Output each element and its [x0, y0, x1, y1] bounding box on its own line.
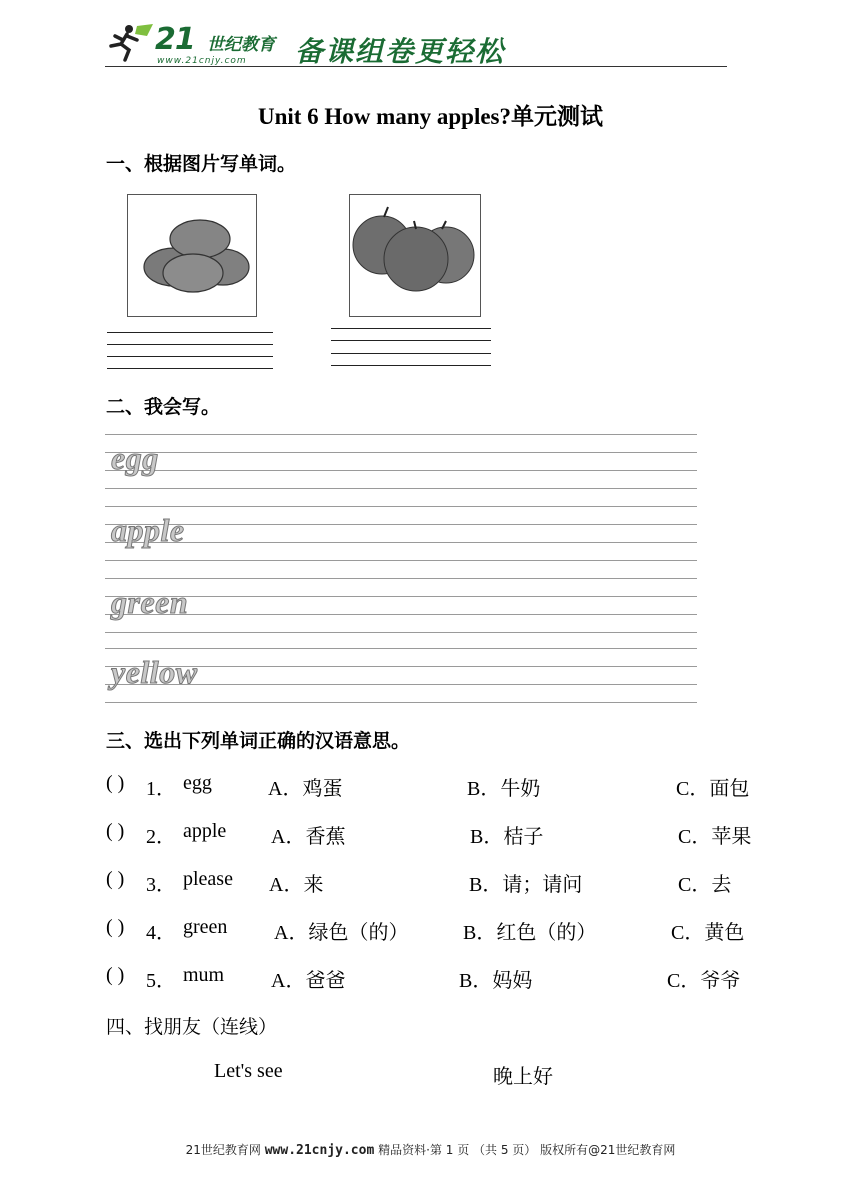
option-b[interactable]: B．红色（的） — [463, 922, 597, 944]
question-word: green — [183, 916, 228, 938]
option-a[interactable]: A．鸡蛋 — [268, 778, 343, 800]
option-a[interactable]: A．香蕉 — [271, 826, 346, 848]
answer-blank[interactable]: ( ) — [106, 868, 125, 890]
page-title: Unit 6 How many apples?单元测试 — [257, 104, 604, 129]
write-line[interactable] — [107, 332, 273, 333]
match-right-item[interactable]: 晚上好 — [493, 1066, 553, 1088]
option-b[interactable]: B．妈妈 — [459, 970, 533, 992]
header-rule — [105, 66, 727, 67]
runner-logo-icon — [107, 22, 159, 62]
write-line[interactable] — [107, 356, 273, 357]
footer-site: 21世纪教育网 — [185, 1143, 261, 1157]
logo-text: 世纪教育 — [207, 35, 275, 55]
write-line[interactable] — [331, 328, 491, 329]
question-word: egg — [183, 772, 212, 794]
section-4-heading: 四、找朋友（连线） — [106, 1016, 278, 1038]
logo-url: www.21cnjy.com — [157, 56, 247, 66]
question-number: 3． — [146, 874, 176, 896]
handwriting-guide[interactable] — [105, 432, 697, 495]
section-2-heading: 二、我会写。 — [106, 396, 221, 418]
page-footer — [0, 1141, 861, 1158]
section-3-heading: 三、选出下列单词正确的汉语意思。 — [106, 730, 411, 752]
write-line[interactable] — [331, 340, 491, 341]
question-word: please — [183, 868, 233, 890]
option-c[interactable]: C．去 — [678, 874, 732, 896]
logo-number: 21 — [155, 22, 195, 57]
option-b[interactable]: B．桔子 — [470, 826, 544, 848]
footer-info: 精品资料·第 1 页 （共 5 页） 版权所有@21世纪教育网 — [378, 1143, 676, 1157]
question-word: apple — [183, 820, 227, 842]
question-number: 1． — [146, 778, 176, 800]
handwriting-guide[interactable] — [105, 576, 697, 639]
option-c[interactable]: C．苹果 — [678, 826, 752, 848]
question-number: 4． — [146, 922, 176, 944]
apples-icon — [350, 195, 480, 316]
answer-blank[interactable]: ( ) — [106, 964, 125, 986]
write-line[interactable] — [107, 368, 273, 369]
option-b[interactable]: B．请；请问 — [469, 874, 583, 896]
answer-blank[interactable]: ( ) — [106, 916, 125, 938]
option-a[interactable]: A．爸爸 — [271, 970, 346, 992]
trace-word: green — [111, 584, 189, 620]
picture-apples — [349, 194, 481, 317]
write-line[interactable] — [331, 353, 491, 354]
trace-word: yellow — [111, 654, 198, 690]
option-a[interactable]: A．绿色（的） — [274, 922, 409, 944]
write-line[interactable] — [331, 365, 491, 366]
footer-url[interactable]: www.21cnjy.com — [264, 1143, 375, 1158]
picture-eggs — [127, 194, 257, 317]
option-c[interactable]: C．黄色 — [671, 922, 745, 944]
eggs-icon — [128, 195, 256, 316]
option-a[interactable]: A．来 — [269, 874, 324, 896]
option-c[interactable]: C．爷爷 — [667, 970, 741, 992]
header-slogan: 备课组卷更轻松 — [295, 35, 506, 68]
write-line[interactable] — [107, 344, 273, 345]
question-word: mum — [183, 964, 225, 986]
answer-blank[interactable]: ( ) — [106, 820, 125, 842]
handwriting-guide[interactable] — [105, 646, 697, 709]
option-b[interactable]: B．牛奶 — [467, 778, 541, 800]
section-1-heading: 一、根据图片写单词。 — [106, 153, 297, 175]
question-number: 5． — [146, 970, 176, 992]
question-number: 2． — [146, 826, 176, 848]
match-left-item[interactable]: Let's see — [214, 1060, 283, 1082]
page-header — [105, 18, 727, 70]
answer-blank[interactable]: ( ) — [106, 772, 125, 794]
trace-word: apple — [111, 512, 185, 548]
handwriting-guide[interactable] — [105, 504, 697, 567]
option-c[interactable]: C．面包 — [676, 778, 750, 800]
trace-word: egg — [111, 440, 159, 476]
